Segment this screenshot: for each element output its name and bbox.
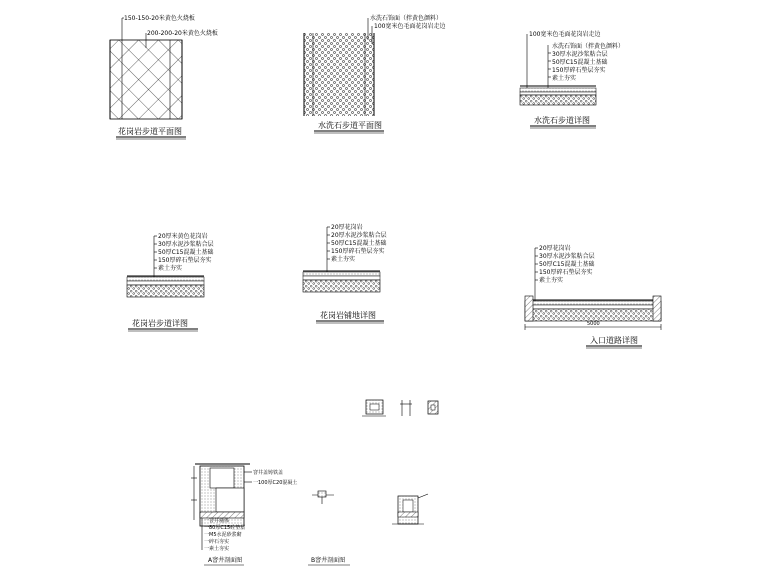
well-section-b — [308, 494, 428, 565]
entrance-road-note-2: 30厚水泥沙浆粘合层 — [539, 253, 595, 260]
granite-detail-note-3: 50厚C15混凝土基础 — [158, 249, 214, 256]
well-a-bottom-note-5: 一素土夯实 — [204, 546, 230, 552]
granite-paving-note-5: 素土夯实 — [331, 256, 356, 263]
granite-paving — [303, 223, 387, 323]
pebble-detail-note-1: 100宽米色毛面花岗岩走边 — [529, 31, 601, 38]
pebble-detail-note-4: 50厚C15混凝土基础 — [552, 59, 608, 66]
pebble-plan-note-2: 100宽米色毛面花岗岩走边 — [374, 23, 446, 30]
granite-plan-tiles — [110, 40, 182, 119]
small-part-details — [362, 400, 438, 416]
well-a-top-note-1: 窨井盖铸铁盖 — [253, 470, 284, 476]
pebble-detail-title: 水洗石步道详图 — [534, 116, 590, 125]
granite-paving-note-4: 150厚碎石垫层夯实 — [331, 248, 385, 255]
granite-paving-title: 花岗岩铺地详图 — [320, 311, 376, 320]
pebble-detail-note-2: 水洗石饰面（拌黄色颜料） — [552, 43, 625, 50]
pebble-plan-title: 水洗石步道平面图 — [318, 121, 382, 130]
well-a-bottom-note-1: 一窨井墙体 — [204, 518, 230, 524]
pebble-plan — [304, 14, 445, 133]
entrance-road — [525, 244, 661, 348]
entrance-road-note-1: 20厚花岗岩 — [539, 245, 571, 252]
pebble-plan-fill — [304, 33, 374, 116]
well-a-bottom-note-2: 一80厚C15砼垫层 — [204, 525, 246, 531]
granite-detail-note-2: 30厚水泥沙浆粘合层 — [158, 241, 214, 248]
granite-detail-title: 花岗岩步道详图 — [132, 319, 188, 328]
entrance-road-note-4: 150厚碎石垫层夯实 — [539, 269, 593, 276]
entrance-road-note-3: 50厚C15混凝土基础 — [539, 261, 595, 268]
well-a-bottom-note-3: 一M5水泥砂浆砌 — [204, 532, 242, 538]
entrance-road-title: 入口道路详图 — [590, 336, 638, 345]
granite-paving-note-3: 50厚C15混凝土基础 — [331, 240, 387, 247]
granite-paving-note-1: 20厚花岗岩 — [331, 224, 363, 231]
well-a-title: A窨井剖面图 — [208, 557, 243, 564]
well-b-title: B窨井剖面图 — [311, 557, 346, 564]
pebble-detail-note-5: 150厚碎石垫层夯实 — [552, 67, 606, 74]
entrance-road-note-5: 素土夯实 — [539, 277, 564, 284]
granite-plan-note-2: 200-200-20米黄色火烧板 — [147, 30, 218, 37]
pebble-detail-note-3: 30厚水泥沙浆粘合层 — [552, 51, 608, 58]
well-a-top-note-2: 一100厚C20混凝土 — [253, 480, 298, 486]
granite-detail — [127, 232, 214, 331]
granite-detail-note-1: 20厚米黄色花岗岩 — [158, 233, 208, 240]
entrance-road-dimension: 5000 — [587, 321, 600, 327]
granite-detail-note-5: 素土夯实 — [158, 265, 183, 272]
granite-plan-note-1: 150-150-20米黄色火烧板 — [124, 15, 195, 22]
joint-detail — [312, 491, 334, 504]
granite-detail-note-4: 150厚碎石垫层夯实 — [158, 257, 212, 264]
pebble-plan-note-1: 水洗石饰面（拌黄色颜料） — [370, 15, 443, 22]
granite-plan-title: 花岗岩步道平面图 — [118, 127, 182, 136]
granite-plan — [110, 14, 218, 139]
pebble-detail-note-6: 素土夯实 — [552, 75, 577, 82]
granite-paving-note-2: 20厚水泥沙浆粘合层 — [331, 232, 387, 239]
well-a-bottom-note-4: 一碎石夯实 — [204, 539, 230, 545]
pebble-detail — [520, 30, 624, 128]
well-section-a — [191, 464, 297, 565]
